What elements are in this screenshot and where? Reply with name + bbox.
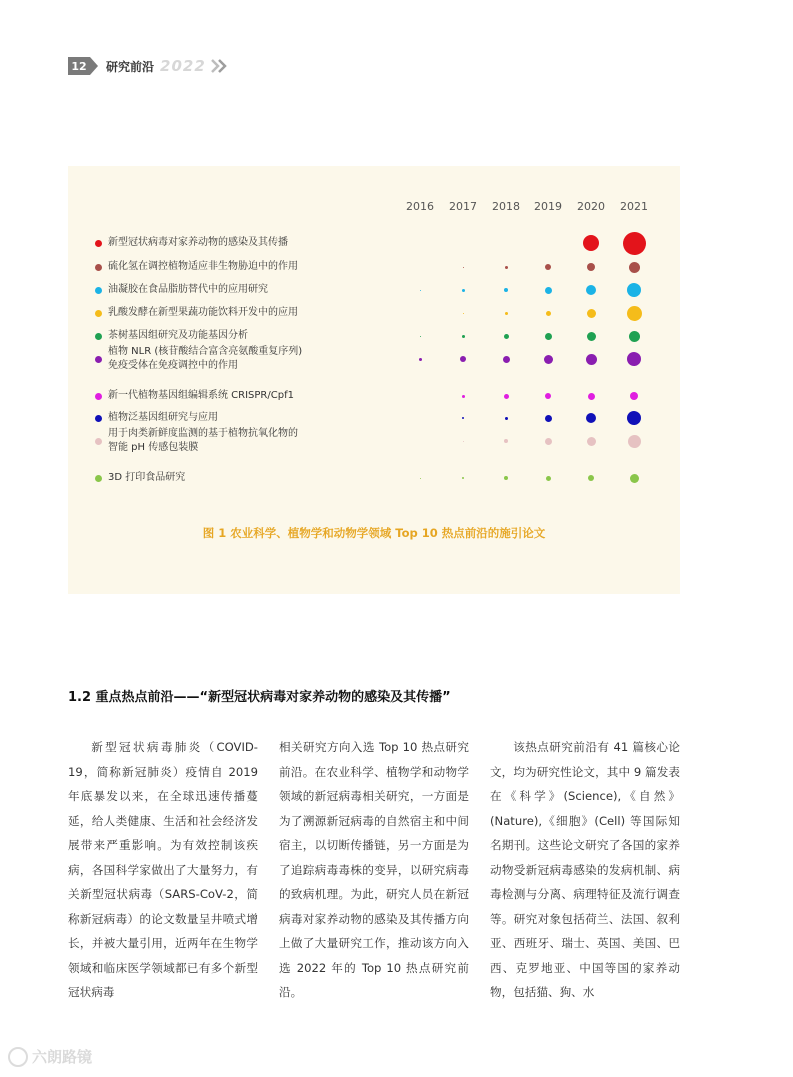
bubble-r5-2019 (545, 333, 552, 340)
bubble-r1-2021 (623, 232, 646, 255)
bubble-r3-2018 (504, 288, 508, 292)
series-label-6: 植物 NLR (核苷酸结合富含亮氨酸重复序列) 免疫受体在免疫调控中的作用 (108, 346, 303, 371)
series-label-1: 新型冠状病毒对家养动物的感染及其传播 (108, 237, 288, 248)
series-label-5: 茶树基因组研究及功能基因分析 (108, 330, 248, 341)
bubble-r3-2019 (545, 287, 552, 294)
bubble-r8-2018 (505, 417, 508, 420)
bubble-r5-2016 (420, 336, 421, 337)
bubble-r2-2021 (629, 262, 640, 273)
bubble-r9-2018 (504, 439, 508, 443)
bubble-r6-2020 (586, 354, 597, 365)
paragraph-2: 相关研究方向入选 Top 10 热点研究前沿。在农业科学、植物学和动物学领域的新冠病毒相关研究，一方面是为了溯源新冠病毒的自然宿主和中间宿主，以切断传播链，另一方面是为了追踪病毒毒株的变异，以研究病毒的致病机理。为此，研究人员在新冠病毒对家养动物的感染及其传播方向上做了大量研究工作，推动该方向入选 2022 年的 Top 10 热点研究前沿。 (279, 740, 469, 999)
legend-marker-7 (95, 393, 102, 400)
legend-marker-1 (95, 240, 102, 247)
bubble-r2-2017 (463, 267, 464, 268)
bubble-r10-2017 (462, 477, 464, 479)
year-label-2020: 2020 (577, 200, 605, 213)
bubble-r10-2021 (630, 474, 639, 483)
series-label-7: 新一代植物基因组编辑系统 CRISPR/Cpf1 (108, 390, 294, 401)
double-chevron-right-icon (210, 58, 232, 74)
running-header (68, 56, 232, 76)
bubble-r6-2019 (544, 355, 553, 364)
year-label-2016: 2016 (406, 200, 434, 213)
paragraph-1: 新型冠状病毒肺炎（COVID-19，简称新冠肺炎）疫情自 2019 年底暴发以来，在全球迅速传播蔓延，给人类健康、生活和社会经济发展带来严重影响。为有效控制该疾病，各国科学家做出了大量努力，有关新型冠状病毒（SARS-CoV-2，简称新冠病毒）的论文数量呈井喷式增长，并被大量引用，近两年在生物学领域和临床医学领域都已有多个新型冠状病毒 (68, 740, 258, 999)
bubble-r8-2017 (462, 417, 464, 419)
bubble-r2-2018 (505, 266, 508, 269)
bubble-r7-2021 (630, 392, 638, 400)
year-label-2018: 2018 (492, 200, 520, 213)
bubble-r10-2020 (588, 475, 594, 481)
paragraph-3: 该热点研究前沿有 41 篇核心论文，均为研究性论文，其中 9 篇发表在《科学》(Science),《自然》(Nature),《细胞》(Cell) 等国际知名期刊。这些论文研究了各国的家养动物受新冠病毒感染的发病机制、病毒检测与分离、病理特征及流行调查等。研究对象包括荷兰、法国、叙利亚、西班牙、瑞士、英国、美国、巴西、克罗地亚、中国等国的家养动物，包括猫、狗、水 (490, 740, 680, 999)
running-year: 2022 (160, 57, 206, 75)
bubble-r10-2019 (546, 476, 551, 481)
bubble-r9-2020 (587, 437, 596, 446)
series-label-3: 油凝胶在食品脂肪替代中的应用研究 (108, 284, 268, 295)
section-title: 1.2 重点热点前沿——“新型冠状病毒对家养动物的感染及其传播” (68, 690, 451, 705)
legend-marker-6 (95, 356, 102, 363)
bubble-r6-2016 (419, 358, 422, 361)
bubble-r10-2018 (504, 476, 508, 480)
bubble-r9-2017 (463, 441, 464, 442)
bubble-r1-2020 (583, 235, 599, 251)
legend-marker-3 (95, 287, 102, 294)
legend-marker-9 (95, 438, 102, 445)
page-number: 12 (68, 57, 90, 75)
text-column-2 (279, 735, 469, 1005)
bubble-r9-2019 (545, 438, 552, 445)
year-label-2019: 2019 (534, 200, 562, 213)
bubble-r5-2018 (504, 334, 509, 339)
legend-marker-4 (95, 310, 102, 317)
year-label-2017: 2017 (449, 200, 477, 213)
bubble-r5-2017 (462, 335, 465, 338)
bubble-r4-2020 (587, 309, 596, 318)
bubble-r3-2016 (420, 290, 421, 291)
series-label-4: 乳酸发酵在新型果蔬功能饮料开发中的应用 (108, 307, 298, 318)
figure-caption: 图 1 农业科学、植物学和动物学领域 Top 10 热点前沿的施引论文 (202, 526, 546, 540)
bubble-r6-2018 (503, 356, 510, 363)
watermark (8, 1046, 92, 1067)
legend-marker-8 (95, 415, 102, 422)
bubble-r2-2019 (545, 264, 551, 270)
watermark-logo-icon (8, 1047, 28, 1067)
bubble-r7-2020 (588, 393, 595, 400)
watermark-text: 六朗路镜 (32, 1048, 93, 1066)
bubble-r3-2021 (627, 283, 641, 297)
bubble-r7-2017 (462, 395, 465, 398)
bubble-r3-2020 (586, 285, 596, 295)
bubble-r4-2021 (627, 306, 642, 321)
bubble-r4-2018 (505, 312, 508, 315)
bubble-r7-2019 (545, 393, 551, 399)
year-label-2021: 2021 (620, 200, 648, 213)
bubble-r7-2018 (504, 394, 509, 399)
legend-marker-5 (95, 333, 102, 340)
bubble-r5-2021 (629, 331, 640, 342)
bubble-r5-2020 (587, 332, 596, 341)
bubble-r6-2021 (627, 352, 641, 366)
series-label-8: 植物泛基因组研究与应用 (108, 412, 218, 423)
legend-marker-10 (95, 475, 102, 482)
bubble-r2-2020 (587, 263, 595, 271)
bubble-r9-2021 (628, 435, 641, 448)
bubble-r6-2017 (460, 356, 466, 362)
series-label-9: 用于肉类新鲜度监测的基于植物抗氧化物的 智能 pH 传感包装膜 (108, 428, 298, 453)
series-label-10: 3D 打印食品研究 (108, 472, 186, 483)
bubble-r8-2019 (545, 415, 552, 422)
legend-marker-2 (95, 264, 102, 271)
bubble-r4-2017 (463, 313, 464, 314)
bubble-r3-2017 (462, 289, 465, 292)
bubble-r10-2016 (420, 478, 421, 479)
bubble-r8-2021 (627, 411, 641, 425)
series-label-2: 硫化氢在调控植物适应非生物胁迫中的作用 (108, 261, 298, 272)
bubble-r8-2020 (586, 413, 596, 423)
text-column-3 (490, 735, 680, 1005)
text-column-1 (68, 735, 258, 1005)
bubble-r4-2019 (546, 311, 551, 316)
running-title: 研究前沿 (106, 59, 155, 74)
page-number-arrow (90, 57, 98, 75)
